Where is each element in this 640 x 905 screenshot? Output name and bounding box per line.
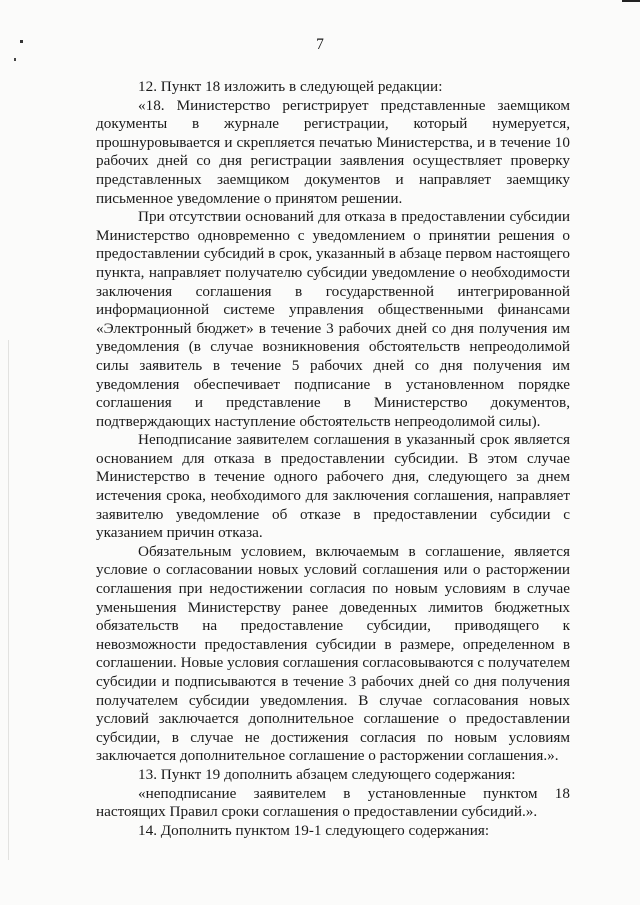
paragraph-item-12: 12. Пункт 18 изложить в следующей редакции: xyxy=(138,78,443,95)
paragraph-point-18: «18. Министерство регистрирует представленные заемщиком документы в журнале регистрации, который нумеруется, прошнуровывается и скрепляется печатью Министерства, и в течение 10 рабочих дней со дня регистрации заявления осуществляет проверку представленных заемщиком документов и направляет заемщику письменное уведомление о принятом решении. xyxy=(96,96,570,207)
scan-corner-mark xyxy=(622,0,640,8)
scan-edge-shadow xyxy=(8,340,9,860)
document-body xyxy=(96,78,570,840)
scan-speck xyxy=(14,58,16,61)
paragraph-item-13: 13. Пункт 19 дополнить абзацем следующего содержания: xyxy=(138,765,516,783)
paragraph-item-14: 14. Дополнить пунктом 19-1 следующего содержания: xyxy=(138,821,490,839)
paragraph-mandatory-condition: Обязательным условием, включаемым в соглашение, является условие о согласовании новых условий соглашения или о расторжении соглашения при недостижении согласия по новым условиям в случае уменьшения Министерству ранее доведенных лимитов бюджетных обязательств на предоставление субсидии, приводящего к невозможности предоставления субсидии в размере, определенном в соглашении. Новые условия соглашения согласовываются с получателем субсидии и подписываются в течение 3 рабочих дней со дня получения получателем субсидии уведомления. В случае согласования новых условий заключается дополнительное соглашение о предоставлении субсидии, в случае не достижения согласия по новым условиям заключается дополнительное соглашение о расторжении соглашения.». xyxy=(96,542,570,765)
page-number: 7 xyxy=(316,36,324,53)
paragraph-added-clause: «неподписание заявителем в установленные пунктом 18 настоящих Правил сроки соглашения о предоставлении субсидий.». xyxy=(96,784,570,821)
paragraph-non-signing: Неподписание заявителем соглашения в указанный срок является основанием для отказа в предоставлении субсидии. В этом случае Министерство в течение одного рабочего дня, следующего за днем истечения срока, необходимого для заключения соглашения, направляет заявителю уведомление об отказе в предоставлении субсидии с указанием причин отказа. xyxy=(96,431,570,542)
paragraph-no-refusal-grounds: При отсутствии оснований для отказа в предоставлении субсидии Министерство одновременно с уведомлением о принятии решения о предоставлении субсидий в срок, указанный в абзаце первом настоящего пункта, направляет получателю субсидии уведомление о необходимости заключения соглашения в государственной интегрированной информационной системе управления общественными финансами «Электронный бюджет» в течение 3 рабочих дней со дня получения им уведомления (в случае возникновения обстоятельств непреодолимой силы заявитель в течение 5 рабочих дней со дня получения им уведомления обеспечивает подписание в установленном порядке соглашения и представление в Министерство документов, подтверждающих наступление обстоятельств непреодолимой силы). xyxy=(96,208,570,430)
